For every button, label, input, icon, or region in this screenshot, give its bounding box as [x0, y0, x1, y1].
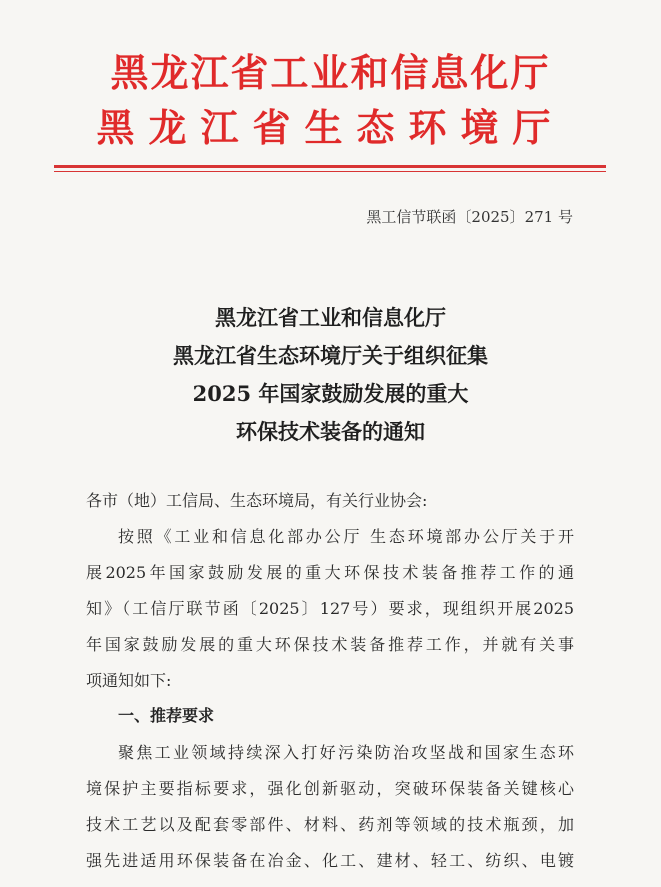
section-heading-recommendation-requirements: 一、推荐要求 [118, 706, 215, 725]
paragraph-1-line: 项通知如下: [86, 671, 172, 690]
issuer-header-line-1: 黑龙江省工业和信息化厅 [110, 50, 551, 95]
paragraph-2-line: 聚焦工业领域持续深入打好污染防治攻坚战和国家生态环 [118, 743, 574, 762]
document-title-line-3: 2025 年国家鼓励发展的重大 [192, 381, 469, 406]
paragraph-1-line: 知》（工信厅联节函〔2025〕127号）要求，现组织开展2025 [86, 599, 574, 618]
red-divider-thick [54, 165, 606, 168]
paragraph-2-line: 境保护主要指标要求，强化创新驱动，突破环保装备关键核心 [86, 779, 574, 798]
paragraph-1-line: 年国家鼓励发展的重大环保技术装备推荐工作，并就有关事 [86, 635, 574, 654]
paragraph-1-line: 展2025年国家鼓励发展的重大环保技术装备推荐工作的通 [86, 563, 574, 582]
paragraph-2-line: 强先进适用环保装备在冶金、化工、建材、轻工、纺织、电镀 [86, 851, 574, 870]
document-title-line-2: 黑龙江省生态环境厅关于组织征集 [173, 343, 488, 368]
paragraph-2-line: 技术工艺以及配套零部件、材料、药剂等领域的技术瓶颈，加 [86, 815, 574, 834]
document-title-line-4: 环保技术装备的通知 [236, 419, 425, 444]
paragraph-1-line: 按照《工业和信息化部办公厅 生态环境部办公厅关于开 [118, 527, 574, 546]
document-title-line-1: 黑龙江省工业和信息化厅 [215, 305, 446, 330]
issuer-header-line-2: 黑龙江省生态环境厅 [96, 105, 565, 150]
salutation: 各市（地）工信局、生态环境局，有关行业协会: [86, 491, 428, 510]
document-number: 黑工信节联函〔2025〕271 号 [366, 208, 573, 226]
red-divider-thin [54, 171, 606, 172]
